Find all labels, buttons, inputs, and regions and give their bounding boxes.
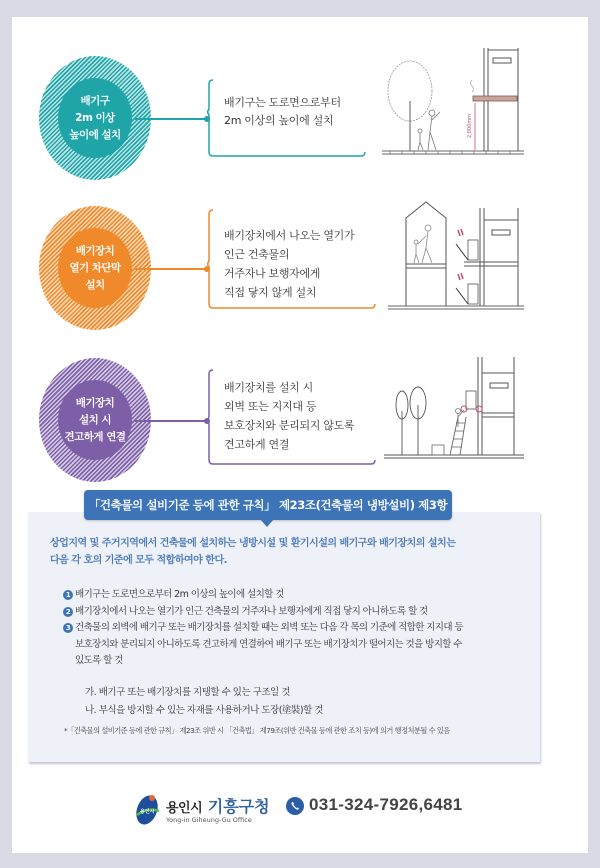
number-badge-icon: 1 [63, 590, 73, 600]
svg-text:용인시: 용인시 [140, 809, 155, 815]
law-intro: 상업지역 및 주거지역에서 건축물에 설치하는 냉방시설 및 환기시설의 배기구와 배기장치의 설치는 다음 각 호의 기준에 모두 적합하여야 한다. [50, 538, 456, 566]
connector-line [135, 118, 207, 120]
law-sub-items: 가. 배기구 또는 배기장치를 지탱할 수 있는 구조일 것 나. 부식을 방지할 수 있는 자재를 사용하거나 도장(塗裝)할 것 [85, 687, 323, 716]
ladder-mount-icon [378, 355, 528, 480]
number-badge-icon: 3 [63, 623, 73, 633]
law-item: 2 배기장치에서 나오는 열기가 인근 건축물의 거주자나 보행자에게 직접 닿지 아니하도록 할 것 [63, 604, 463, 621]
law-title-pointer [260, 519, 274, 527]
phone-icon [286, 797, 304, 815]
svg-text:2,000mm: 2,000mm [467, 113, 473, 138]
law-items-list [63, 587, 463, 670]
connector-line [135, 420, 207, 422]
section-secure-mount [0, 358, 576, 508]
law-item: 3 건축물의 외벽에 배기구 또는 배기장치를 설치할 때는 외벽 또는 다음 각 목의 기준에 적합한 지지대 등 보호장치와 분리되지 아니하도록 견고하게 연결하여 배기구 또는 배기장치가 떨어지는 것을 방지할 수 있도록 할 것 [63, 620, 463, 670]
badge-label: 배기장치 열기 차단막 설치 [58, 228, 132, 308]
building-heat-icon [378, 198, 528, 318]
description: 배기장치에서 나오는 열기가 인근 건축물의 거주자나 보행자에게 직접 닿지 않게 설치 [224, 229, 355, 299]
exhaust-height-illustration [378, 46, 528, 176]
heat-shield-illustration [378, 198, 528, 328]
office-name-english: Yong-in Giheung-Gu Office [166, 816, 252, 824]
law-item: 1 배기구는 도로면으로부터 2m 이상의 높이에 설치할 것 [63, 587, 463, 604]
connector-line [135, 268, 207, 270]
description: 배기구는 도로면으로부터 2m 이상의 높이에 설치 [224, 96, 341, 127]
office-name: 용인시 기흥구청 [166, 797, 270, 816]
badge-label: 배기장치 설치 시 견고하게 연결 [58, 380, 132, 460]
law-footnote: *「건축물의 설비기준 등에 관한 규칙」 제23조 위반 시 「건축법」 제79조(위반 건축물 등에 관한 조치 등)에 의거 행정처분될 수 있음 [64, 726, 450, 735]
section-heat-shield [0, 206, 576, 356]
building-tree-icon [378, 46, 528, 166]
description: 배기장치를 설치 시 외벽 또는 지지대 등 보호장치와 분리되지 않도록 견고하게 연결 [224, 381, 355, 451]
law-title: 「건축물의 설비기준 등에 관한 규칙」 제23조(건축물의 냉방설비) 제3항 [84, 490, 452, 520]
secure-mount-illustration [378, 355, 528, 485]
number-badge-icon: 2 [63, 607, 73, 617]
badge-label: 배기구 2m 이상 높이에 설치 [58, 78, 132, 158]
phone-number[interactable]: 031-324-7926,6481 [309, 795, 463, 814]
section-exhaust-height [0, 56, 576, 206]
yongin-logo-icon [133, 791, 161, 827]
